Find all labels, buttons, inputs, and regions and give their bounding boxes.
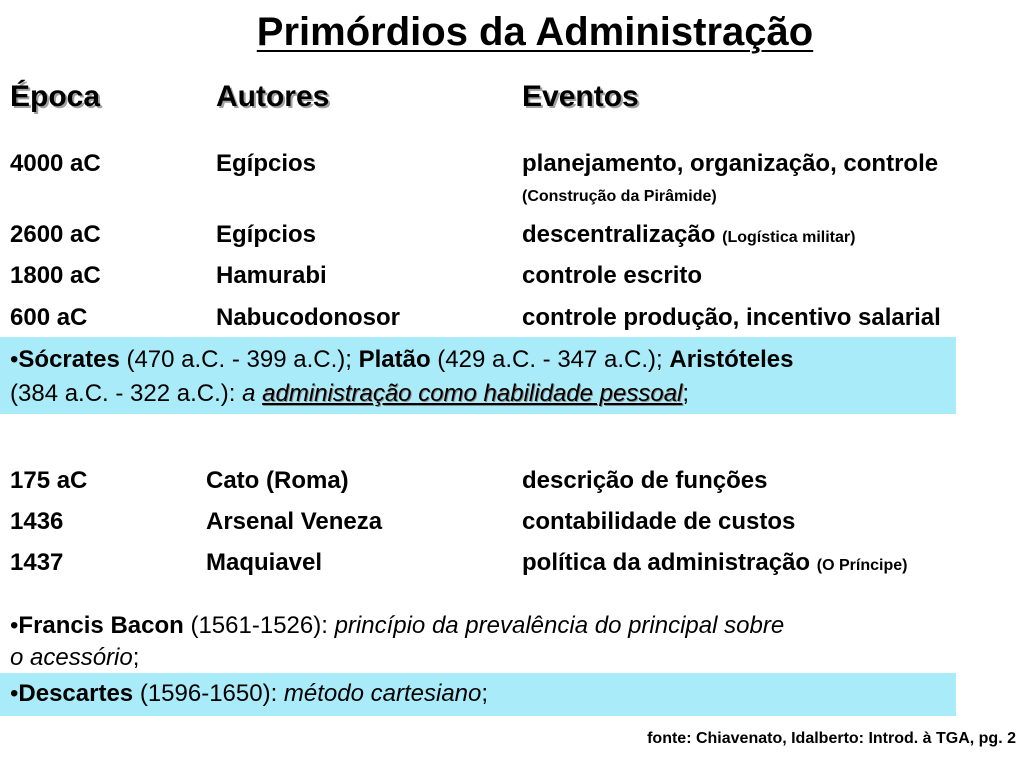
table-row [0, 304, 1024, 334]
table-row [0, 549, 1024, 579]
header-events: Eventos [522, 80, 639, 113]
row-event-note: (O Príncipe) [816, 557, 908, 574]
table-row [0, 221, 1024, 251]
row-epoch: 1800 aC [10, 262, 101, 289]
name-aristoteles: Aristóteles [669, 346, 794, 373]
greeks-highlight [0, 337, 956, 414]
row-event: controle produção, incentivo salarial [522, 304, 941, 331]
header-authors: Autores [216, 80, 330, 113]
row-epoch: 4000 aC [10, 150, 101, 177]
greeks-line-2 [10, 377, 689, 411]
idea-end: ; [481, 680, 489, 707]
table-row [0, 508, 1024, 538]
bacon-line-2 [10, 641, 139, 675]
row-author: Maquiavel [206, 549, 323, 576]
row-event: planejamento, organização, controle [522, 150, 939, 177]
dates-aristoteles: (384 a.C. - 322 a.C.): [10, 380, 243, 407]
row-author: Egípcios [216, 221, 317, 248]
dates-descartes: (1596-1650): [133, 680, 284, 707]
idea-descartes: método cartesiano [283, 680, 482, 707]
row-event-note: (Logística militar) [722, 229, 856, 246]
dates-socrates: (470 a.C. - 399 a.C.); [119, 346, 359, 373]
row-event-subline: (Construção da Pirâmide) [522, 188, 717, 205]
row-epoch: 2600 aC [10, 221, 101, 248]
bacon-line-1 [10, 609, 784, 643]
row-event: controle escrito [522, 262, 703, 289]
name-descartes: Descartes [18, 680, 134, 707]
row-epoch: 1437 [10, 549, 64, 576]
descartes-line [10, 677, 488, 711]
idea-bacon-2: o acessório [10, 644, 133, 671]
row-author: Egípcios [216, 150, 317, 177]
idea-bacon-1: princípio da prevalência do principal sobre [334, 612, 785, 639]
row-epoch: 600 aC [10, 304, 88, 331]
greeks-line-1 [10, 343, 793, 377]
row-author: Cato (Roma) [206, 467, 349, 494]
dates-platao: (429 a.C. - 347 a.C.); [430, 346, 670, 373]
table-row [0, 262, 1024, 292]
row-event: descentralização [522, 221, 716, 248]
idea-end: ; [682, 380, 690, 407]
source-citation: fonte: Chiavenato, Idalberto: Introd. à TGA, pg. 2 [647, 730, 1016, 747]
header-epoch: Época [10, 80, 101, 113]
name-bacon: Francis Bacon [18, 612, 184, 639]
table-row [0, 467, 1024, 497]
row-event: política da administração [522, 549, 811, 576]
bullet: • [10, 346, 19, 373]
row-author: Nabucodonosor [216, 304, 400, 331]
row-author: Hamurabi [216, 262, 327, 289]
row-event: descrição de funções [522, 467, 768, 494]
row-epoch: 175 aC [10, 467, 88, 494]
row-author: Arsenal Veneza [206, 508, 383, 535]
idea-administracao: administração como habilidade pessoal [262, 380, 683, 407]
table-row [0, 150, 1024, 180]
name-platao: Platão [358, 346, 431, 373]
page-title: Primórdios da Administração [256, 10, 814, 54]
descartes-highlight [0, 673, 956, 716]
idea-prefix: a [242, 380, 263, 407]
idea-end: ; [132, 644, 140, 671]
dates-bacon: (1561-1526): [183, 612, 335, 639]
row-event: contabilidade de custos [522, 508, 796, 535]
bullet: • [10, 612, 19, 639]
name-socrates: Sócrates [18, 346, 120, 373]
bullet: • [10, 680, 19, 707]
row-epoch: 1436 [10, 508, 64, 535]
